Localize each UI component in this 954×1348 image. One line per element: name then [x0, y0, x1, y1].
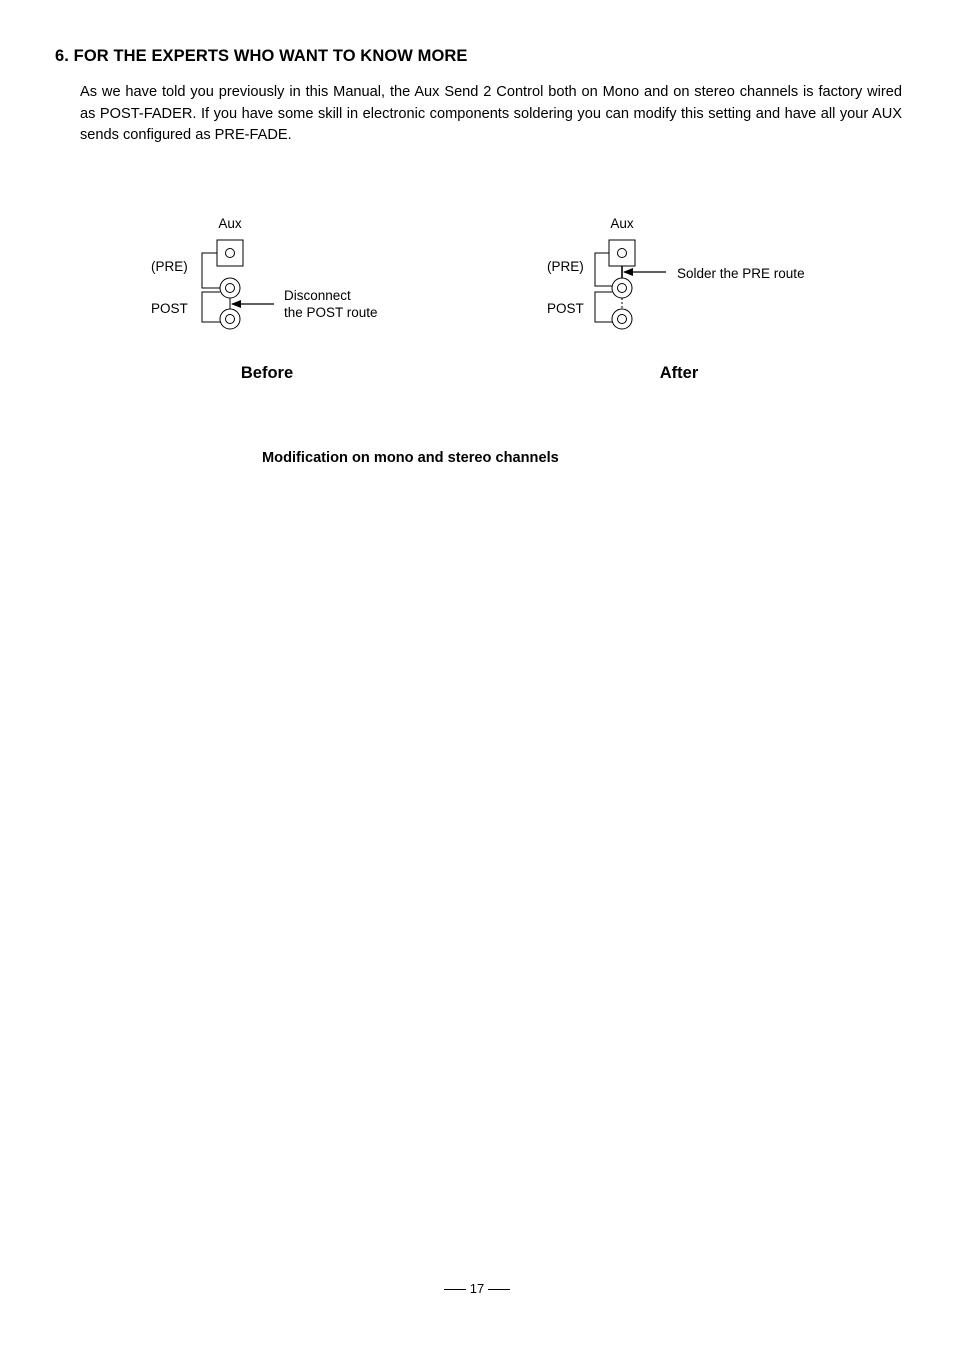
page-footer [0, 1281, 954, 1296]
intro-paragraph: As we have told you previously in this Manual, the Aux Send 2 Control both on Mono and on stereo channels is factory wired as POST-FADER. If you have some skill in electronic components soldering you can modify this setting and have all your AUX sends configured as PRE-FADE. [80, 84, 902, 143]
before-title: Before [240, 364, 294, 382]
before-note-line2: the POST route [284, 305, 378, 320]
before-aux-hole [226, 249, 235, 258]
after-note: Solder the PRE route [677, 266, 805, 281]
after-title: After [659, 364, 699, 382]
before-pre-pad [220, 278, 240, 298]
before-pre-label: (PRE) [151, 259, 188, 274]
figure-caption: Modification on mono and stereo channels [262, 450, 559, 466]
before-pre-hole [226, 284, 235, 293]
after-pre-hole [618, 284, 627, 293]
after-post-label: POST [547, 301, 584, 316]
before-diagram [151, 216, 378, 382]
before-aux-label: Aux [218, 216, 242, 231]
after-post-hole [618, 315, 627, 324]
after-post-bracket [595, 292, 612, 322]
before-post-label: POST [151, 301, 188, 316]
after-diagram [547, 216, 805, 382]
routing-diagram [0, 200, 954, 410]
before-post-pad [220, 309, 240, 329]
before-post-bracket [202, 292, 220, 322]
footer-rule-right [488, 1289, 510, 1290]
before-note-line1: Disconnect [284, 288, 351, 303]
after-aux-pad [609, 240, 635, 266]
page-number: 17 [469, 1281, 485, 1296]
after-aux-hole [618, 249, 627, 258]
after-pre-label: (PRE) [547, 259, 584, 274]
before-post-hole [226, 315, 235, 324]
footer-rule-left [444, 1289, 466, 1290]
after-aux-label: Aux [610, 216, 634, 231]
after-post-pad [612, 309, 632, 329]
before-aux-pad [217, 240, 243, 266]
after-pre-pad [612, 278, 632, 298]
modification-figure [0, 200, 954, 410]
section-heading: 6. FOR THE EXPERTS WHO WANT TO KNOW MORE [55, 47, 468, 65]
